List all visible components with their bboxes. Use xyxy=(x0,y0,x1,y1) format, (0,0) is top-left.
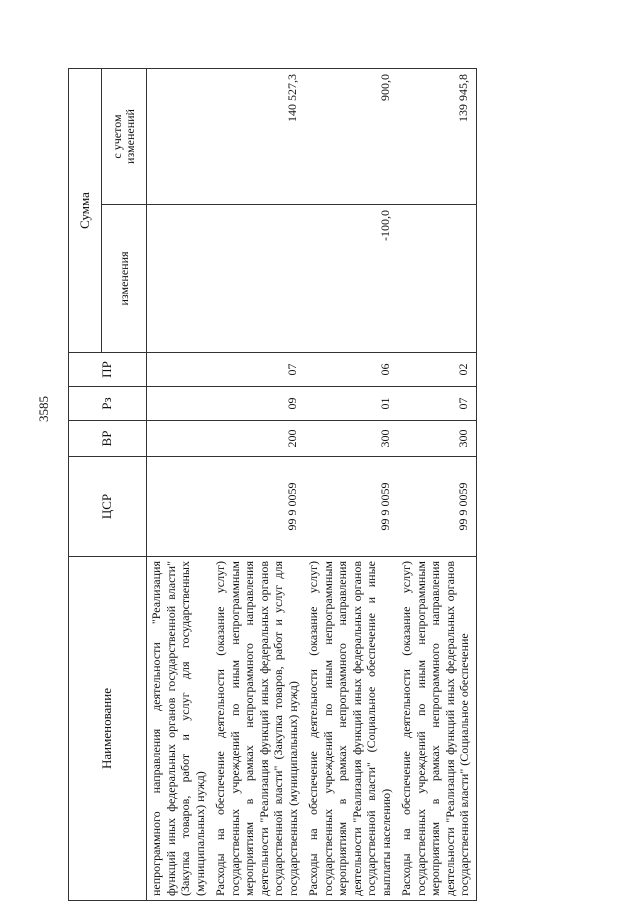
row-rz: 01 xyxy=(304,387,397,421)
row-name: Расходы на обеспечение деятельности (оказание услуг) государственных учреждений по иным непрограммным мероприятиям в рамках непрограммного направления деятельности "Реализация функций иных федеральных органов государственной власти" (Социальное обеспечение xyxy=(397,557,476,901)
row-total xyxy=(147,69,212,205)
header-with-change-line2: изменений xyxy=(123,109,137,164)
table-row xyxy=(397,69,476,901)
row-vr xyxy=(147,421,212,457)
row-total: 900,0 xyxy=(304,69,397,205)
table-row xyxy=(304,69,397,901)
row-name: непрограммного направления деятельности "Реализация функций иных федеральных органов государственной власти" (Закупка товаров, работ и услуг для государственных (муниципальных) нужд) xyxy=(147,557,212,901)
row-pr xyxy=(147,353,212,387)
row-total: 139 945,8 xyxy=(397,69,476,205)
page-number: 3585 xyxy=(36,396,51,422)
table-row xyxy=(147,69,212,901)
header-change: изменения xyxy=(102,205,147,353)
header-rz: Рз xyxy=(69,387,147,421)
table-row xyxy=(211,69,304,901)
row-total: 140 527,3 xyxy=(211,69,304,205)
header-row-top xyxy=(69,69,102,901)
row-csr: 99 9 0059 xyxy=(304,457,397,557)
row-change xyxy=(147,205,212,353)
header-sum: Сумма xyxy=(69,69,102,353)
row-rz xyxy=(147,387,212,421)
header-with-change xyxy=(102,69,147,205)
header-vr: ВР xyxy=(69,421,147,457)
header-csr: ЦСР xyxy=(69,457,147,557)
row-name: Расходы на обеспечение деятельности (оказание услуг) государственных учреждений по иным непрограммным мероприятиям в рамках непрограммного направления деятельности "Реализация функций иных федеральных органов государственной власти" (Закупка товаров, работ и услуг для государственных (муниципальных) нужд) xyxy=(211,557,304,901)
header-pr: ПР xyxy=(69,353,147,387)
row-csr: 99 9 0059 xyxy=(211,457,304,557)
row-csr: 99 9 0059 xyxy=(397,457,476,557)
row-pr: 02 xyxy=(397,353,476,387)
row-change: -100,0 xyxy=(304,205,397,353)
row-vr: 200 xyxy=(211,421,304,457)
header-with-change-line1: с учетом xyxy=(110,114,124,159)
row-change xyxy=(211,205,304,353)
row-vr: 300 xyxy=(397,421,476,457)
row-rz: 09 xyxy=(211,387,304,421)
header-name: Наименование xyxy=(69,557,147,901)
budget-table xyxy=(68,68,477,901)
row-pr: 07 xyxy=(211,353,304,387)
row-csr xyxy=(147,457,212,557)
row-name: Расходы на обеспечение деятельности (оказание услуг) государственных учреждений по иным непрограммным мероприятиям в рамках непрограммного направления деятельности "Реализация функций иных федеральных органов государственной власти" (Социальное обеспечение и иные выплаты населению) xyxy=(304,557,397,901)
row-rz: 07 xyxy=(397,387,476,421)
row-vr: 300 xyxy=(304,421,397,457)
row-pr: 06 xyxy=(304,353,397,387)
row-change xyxy=(397,205,476,353)
